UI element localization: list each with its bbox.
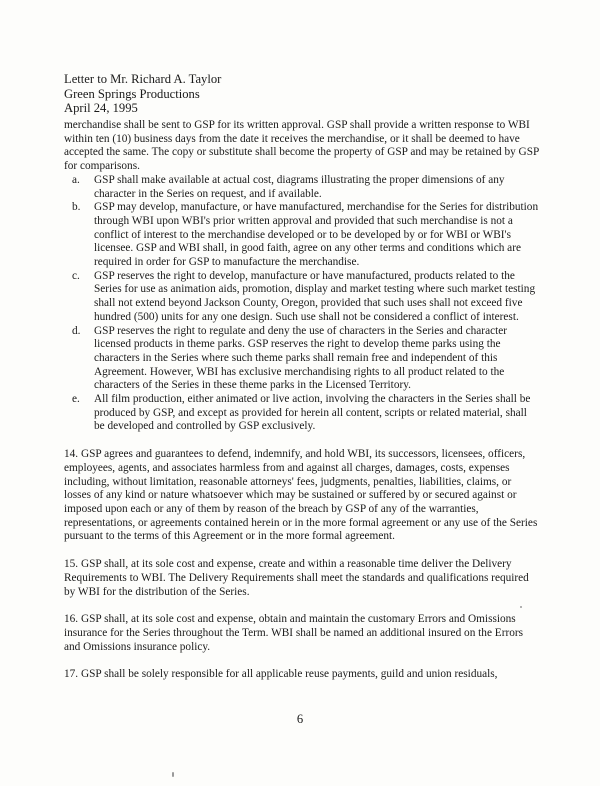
letter-header xyxy=(64,72,221,116)
list-item-text: GSP reserves the right to develop, manufacture or have manufactured, products related to the Series for use as animation aids, promotion, display and market testing where such market testing shall not extend beyond Jackson County, Oregon, provided that such uses shall not exceed five hundred (500) units for any one design. Such use shall not be considered a conflict of interest. xyxy=(94,269,536,323)
scan-speck-mark xyxy=(520,606,522,608)
list-item-text: GSP reserves the right to regulate and deny the use of characters in the Series and character licensed products in theme parks. GSP reserves the right to develop theme parks using the characters in the Series where such theme parks shall remain free and independent of this Agreement. However, WBI has exclusive merchandising rights to all product related to the characters of the Series in these theme parks in the Licensed Territory. xyxy=(94,324,508,392)
header-recipient: Letter to Mr. Richard A. Taylor xyxy=(64,72,222,86)
paragraph-14: 14. GSP agrees and guarantees to defend, indemnify, and hold WBI, its successors, licensees, officers, employees, agents, and associates harmless from and against all charges, damages, costs, expenses including, without limitation, reasonable attorneys' fees, judgments, penalties, liabilities, claims, or losses of any kind or nature whatsoever which may be sustained or suffered by or secured against or imposed upon each or any of them by reason of the breach by GSP of any of the warranties, representations, or agreements contained herein or in the more formal agreement or any use of the Series pursuant to the terms of this Agreement or in the more formal agreement. xyxy=(64,448,538,543)
list-item xyxy=(72,174,539,201)
list-item-marker: d. xyxy=(72,324,81,337)
list-item xyxy=(72,325,539,394)
list-item-text: GSP may develop, manufacture, or have manufactured, merchandise for the Series for distribution through WBI upon WBI's prior written approval and provided that such merchandise is not a conflict of interest to the merchandise developed or to be developed by or for WBI or WBI's licensee. GSP and WBI shall, in good faith, agree on any other terms and conditions which are required in order for GSP to manufacture the merchandise. xyxy=(94,201,539,269)
paragraph-16: 16. GSP shall, at its sole cost and expense, obtain and maintain the customary Errors and Omissions insurance for the Series throughout the Term. WBI shall be named an additional insured on the Errors and Omissions insurance policy. xyxy=(64,613,524,653)
list-item-marker: c. xyxy=(72,269,80,282)
list-item xyxy=(72,393,539,434)
header-date: April 24, 1995 xyxy=(64,101,138,116)
list-item-marker: a. xyxy=(72,173,80,186)
page-number: 6 xyxy=(296,712,304,726)
scan-speck-mark xyxy=(172,772,174,777)
list-item-marker: e. xyxy=(72,393,80,406)
list-item xyxy=(72,201,539,270)
paragraph-17: 17. GSP shall be solely responsible for all applicable reuse payments, guild and union residuals, xyxy=(64,668,498,681)
sub-item-list xyxy=(64,174,539,434)
header-company: Green Springs Productions xyxy=(64,86,200,101)
intro-paragraph: merchandise shall be sent to GSP for its written approval. GSP shall provide a written response to WBI within ten (10) business days from the date it receives the merchandise, or it shall be deemed to have accepted the same. The copy or substitute shall become the property of GSP and may be retained by GSP for comparisons. xyxy=(64,119,539,173)
list-item-text: All film production, either animated or live action, involving the characters in the Series shall be produced by GSP, and except as provided for herein all content, scripts or related material, shall be developed and controlled by GSP exclusively. xyxy=(94,393,531,433)
list-item-marker: b. xyxy=(72,201,81,214)
paragraph-15: 15. GSP shall, at its sole cost and expense, create and within a reasonable time deliver the Delivery Requirements to WBI. The Delivery Requirements shall meet the standards and qualifications required by WBI for the distribution of the Series. xyxy=(64,558,529,598)
list-item xyxy=(72,270,539,325)
letter-body xyxy=(64,119,539,682)
list-item-text: GSP shall make available at actual cost, diagrams illustrating the proper dimensions of any character in the Series on request, and if available. xyxy=(94,173,505,200)
